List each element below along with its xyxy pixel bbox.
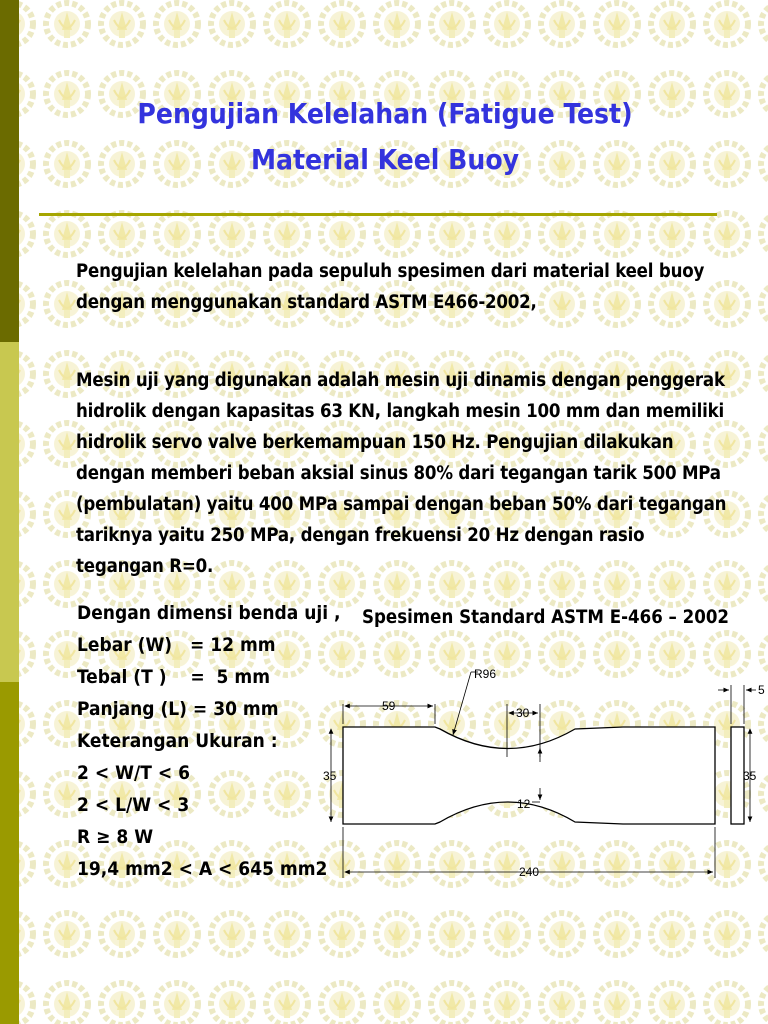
dim-label-240: 240 <box>519 865 540 879</box>
left-accent-bar <box>0 0 19 1024</box>
dimension-list <box>77 597 341 885</box>
slide-title-line2: Material Keel Buoy <box>250 143 520 176</box>
slide-title-line1: Pengujian Kelelahan (Fatigue Test) <box>137 97 633 130</box>
method-paragraph: Mesin uji yang digunakan adalah mesin uji dinamis dengan penggerak hidrolik dengan kapasitas 63 KN, langkah mesin 100 mm dan memiliki hidrolik servo valve berkemampuan 150 Hz. Pengujian dilakukan dengan memberi beban aksial sinus 80% dari tegangan tarik 500 MPa (pembulatan) yaitu 400 MPa sampai dengan beban 50% dari tegangan tariknya yaitu 250 MPa, dengan frekuensi 20 Hz dengan rasio tegangan R=0. <box>76 370 727 577</box>
dimension-line: 19,4 mm2 < A < 645 mm2 <box>77 858 328 880</box>
specimen-drawing <box>318 660 768 890</box>
dimension-line: Lebar (W) = 12 mm <box>77 634 276 656</box>
accent-bar-segment <box>0 682 19 1024</box>
dimension-line: Panjang (L) = 30 mm <box>77 698 279 720</box>
dimension-line: Dengan dimensi benda uji , <box>77 602 341 624</box>
accent-bar-segment <box>0 0 19 342</box>
dimension-line: 2 < W/T < 6 <box>77 762 190 784</box>
dimension-line: 2 < L/W < 3 <box>77 794 190 816</box>
specimen-caption: Spesimen Standard ASTM E-466 – 2002 <box>362 607 729 628</box>
dimension-line: R ≥ 8 W <box>77 826 154 848</box>
dim-label-35-right: 35 <box>743 769 757 783</box>
intro-paragraph: Pengujian kelelahan pada sepuluh spesimen dari material keel buoy dengan menggunakan standard ASTM E466-2002, <box>76 261 705 313</box>
dim-label-59: 59 <box>382 699 396 713</box>
dim-label-30: 30 <box>516 706 530 720</box>
accent-bar-segment <box>0 342 19 682</box>
dim-label-r96: R96 <box>474 667 497 681</box>
title-divider <box>39 213 717 216</box>
dimension-line: Keterangan Ukuran : <box>77 730 278 752</box>
dim-label-5: 5 <box>758 683 765 697</box>
dim-label-35-left: 35 <box>323 769 337 783</box>
dimension-line: Tebal (T ) = 5 mm <box>77 666 271 688</box>
dim-label-12: 12 <box>517 797 531 811</box>
